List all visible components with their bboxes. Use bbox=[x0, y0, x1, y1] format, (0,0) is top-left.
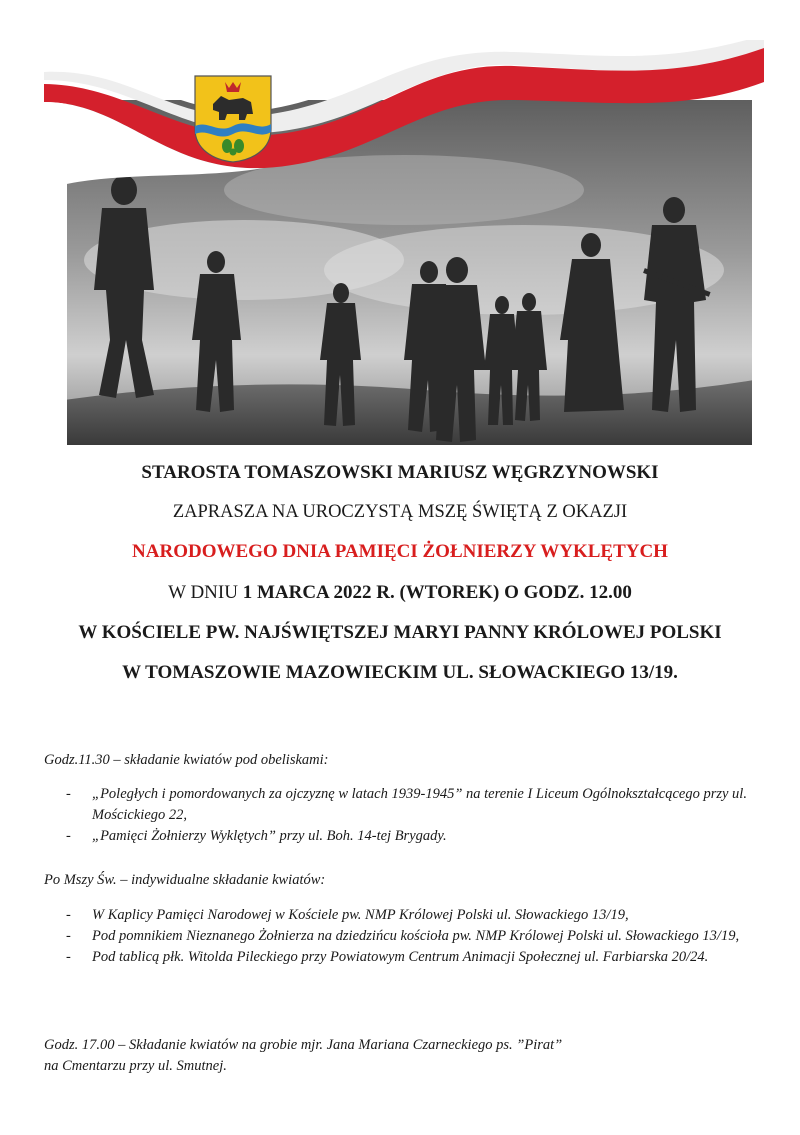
county-coat-of-arms-icon bbox=[193, 74, 273, 164]
date-prefix: W DNIU bbox=[168, 582, 243, 603]
date-value: 1 MARCA 2022 R. (WTOREK) O GODZ. 12.00 bbox=[242, 582, 632, 603]
invitation-line-date bbox=[0, 582, 800, 604]
soldiers-photo bbox=[44, 40, 764, 445]
schedule-1130-list bbox=[44, 784, 764, 847]
schedule-1700-line1: Godz. 17.00 – Składanie kwiatów na grobie mjr. Jana Mariana Czarneckiego ps. ”Pirat” bbox=[44, 1037, 563, 1053]
invitation-line-host: STAROSTA TOMASZOWSKI MARIUSZ WĘGRZYNOWSKI bbox=[141, 462, 659, 483]
schedule-after-mass-heading: Po Mszy Św. – indywidualne składanie kwiatów: bbox=[44, 872, 326, 888]
schedule-1700-line2: na Cmentarzu przy ul. Smutnej. bbox=[44, 1058, 227, 1074]
header-banner bbox=[44, 40, 764, 445]
schedule-1130-heading: Godz.11.30 – składanie kwiatów pod obeliskami: bbox=[44, 752, 329, 768]
list-item: - „Poległych i pomordowanych za ojczyznę w latach 1939-1945” na terenie I Liceum Ogólnokształcącego przy ul. Mościckiego 22, bbox=[44, 784, 764, 826]
list-item: - W Kaplicy Pamięci Narodowej w Kościele pw. NMP Królowej Polski ul. Słowackiego 13/19, bbox=[44, 905, 764, 926]
schedule-after-mass-list bbox=[44, 905, 764, 968]
invitation-line-invites: ZAPRASZA NA UROCZYSTĄ MSZĘ ŚWIĘTĄ Z OKAZJI bbox=[172, 502, 628, 522]
list-item: - Pod pomnikiem Nieznanego Żołnierza na dziedzińcu kościoła pw. NMP Królowej Polski ul. Słowackiego 13/19, bbox=[44, 926, 764, 947]
schedule-1700 bbox=[44, 1035, 764, 1077]
invitation-line-occasion: NARODOWEGO DNIA PAMIĘCI ŻOŁNIERZY WYKLĘTYCH bbox=[132, 541, 668, 562]
invitation-line-address: W TOMASZOWIE MAZOWIECKIM UL. SŁOWACKIEGO 13/19. bbox=[122, 662, 678, 683]
list-item: - „Pamięci Żołnierzy Wyklętych” przy ul. Boh. 14-tej Brygady. bbox=[44, 826, 764, 847]
invitation-line-church: W KOŚCIELE PW. NAJŚWIĘTSZEJ MARYI PANNY KRÓLOWEJ POLSKI bbox=[78, 622, 722, 643]
list-item: - Pod tablicą płk. Witolda Pileckiego przy Powiatowym Centrum Animacji Społecznej ul. Farbiarska 20/24. bbox=[44, 947, 764, 968]
